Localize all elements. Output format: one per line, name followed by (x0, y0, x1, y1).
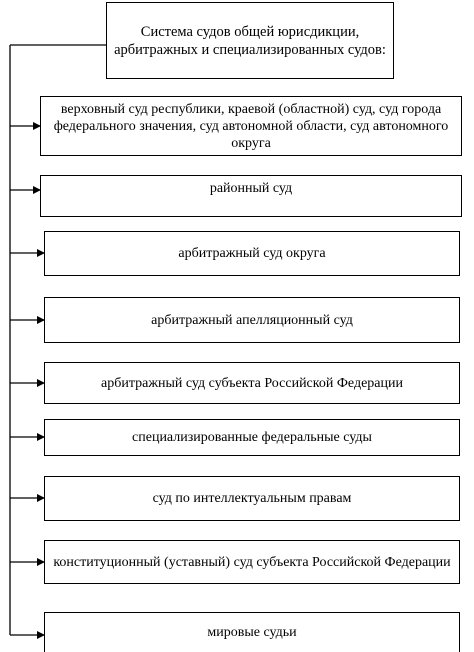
court-box-supreme-regional (40, 96, 462, 156)
court-box-specialized-federal (44, 419, 460, 456)
court-label: верховный суд республики, краевой (областной) суд, суд города федерального значения, суд автономной области, суд автономного округа (53, 101, 449, 151)
court-label: арбитражный суд субъекта Российской Федерации (101, 375, 403, 391)
court-box-constitutional (44, 540, 460, 584)
court-label: конституционный (уставный) суд субъекта Российской Федерации (53, 554, 451, 570)
court-label: суд по интеллектуальным правам (152, 491, 352, 506)
header-box (106, 2, 394, 79)
court-label: арбитражный суд округа (178, 246, 326, 261)
court-box-arbitration-circuit (44, 231, 460, 276)
court-label: мировые судьи (207, 625, 297, 640)
court-box-arbitration-subject (44, 362, 460, 404)
court-label: специализированные федеральные суды (132, 430, 372, 445)
court-label: районный суд (209, 181, 293, 196)
court-label: арбитражный апелляционный суд (151, 312, 353, 328)
header-text: Система судов общей юрисдикции, арбитражных и специализированных судов: (114, 23, 386, 58)
court-box-justices-of-peace (44, 612, 460, 652)
court-box-arbitration-appeal (44, 297, 460, 343)
court-box-intellectual-property (44, 476, 460, 521)
court-box-district (40, 175, 462, 217)
